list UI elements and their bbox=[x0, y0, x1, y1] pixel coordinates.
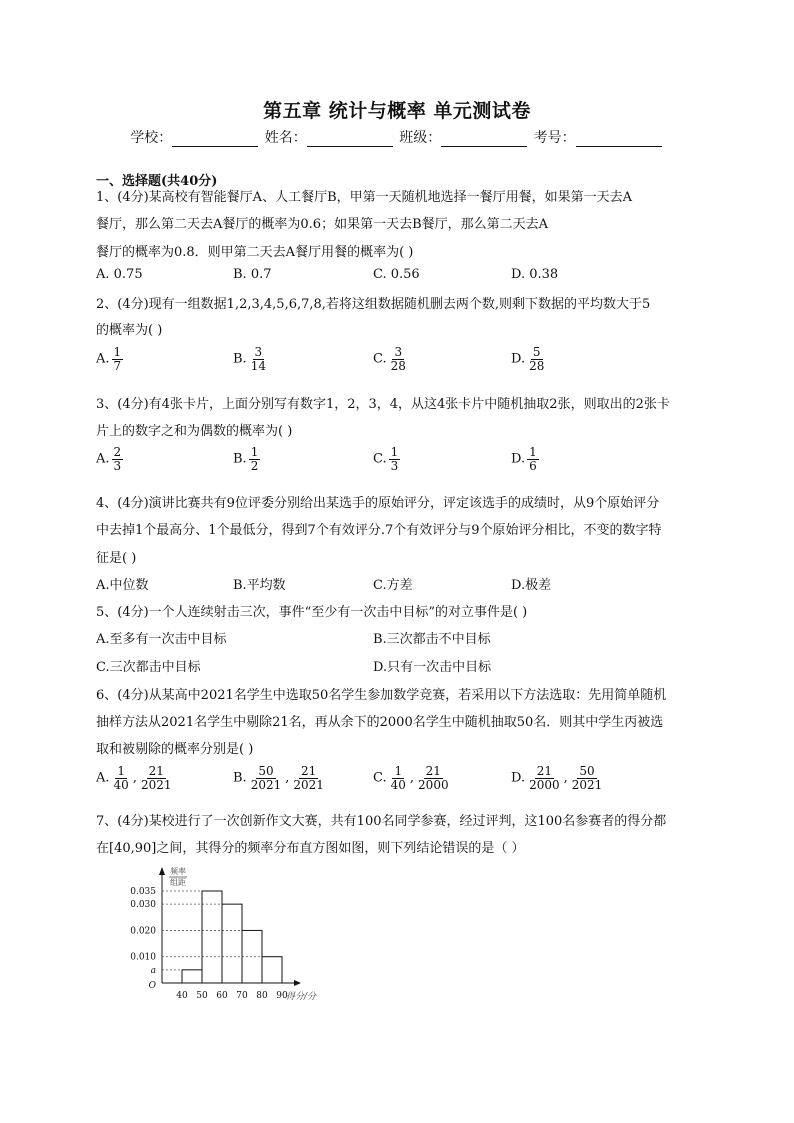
q1-line1: 1、(4分)某高校有智能餐厅A、人工餐厅B，甲第一天随机地选择一餐厅用餐，如果第一天去A bbox=[96, 190, 633, 205]
q4-line2: 中去掉1个最高分、1个最低分，得到7个有效评分.7个有效评分与9个原始评分相比，不变的数字特 bbox=[96, 523, 662, 538]
q6-option-b: B. $\frac{50}{2021}$ , $\frac{21}{2021}$ bbox=[233, 764, 324, 792]
q3-option-c: C. $\frac{1}{3}$ bbox=[373, 445, 399, 473]
q3-line1: 3、(4分)有4张卡片，上面分别写有数字1，2，3，4，从这4张卡片中随机抽取2张，则取出的2张卡 bbox=[96, 397, 670, 412]
y-tick-label-4: a bbox=[150, 965, 156, 976]
exam-no-blank bbox=[576, 132, 662, 147]
q2-option-c: C. $\frac{3}{28}$ bbox=[373, 345, 406, 373]
name-blank bbox=[307, 132, 393, 147]
y-tick-label-3: 0.010 bbox=[130, 952, 156, 963]
histogram-bar-4 bbox=[262, 957, 282, 983]
q5-line1: 5、(4分)一个人连续射击三次，事件“至少有一次击中目标”的对立事件是( ) bbox=[96, 605, 528, 620]
q1-option-d: D. 0.38 bbox=[511, 267, 559, 282]
x-tick-label-3: 70 bbox=[236, 991, 248, 1001]
x-axis-arrow bbox=[294, 980, 301, 986]
q6-line3: 取和被剔除的概率分别是( ) bbox=[96, 742, 254, 757]
q1-option-a: A. 0.75 bbox=[96, 267, 143, 282]
q4-line3: 征是( ) bbox=[96, 551, 137, 566]
q6-option-d: D. $\frac{21}{2000}$ , $\frac{50}{2021}$ bbox=[511, 764, 603, 792]
q6-line2: 抽样方法从2021名学生中剔除21名，再从余下的2000名学生中随机抽取50名．则其中学生丙被选 bbox=[96, 715, 664, 730]
q5-option-d: D.只有一次击中目标 bbox=[373, 660, 492, 675]
histogram-bar-2 bbox=[222, 904, 242, 983]
q3-line2: 片上的数字之和为偶数的概率为( ) bbox=[96, 424, 293, 439]
q3-option-d: D. $\frac{1}{6}$ bbox=[511, 445, 537, 473]
name-label: 姓名： bbox=[264, 130, 307, 146]
q2-option-d: D. $\frac{5}{28}$ bbox=[511, 345, 545, 373]
origin-label: O bbox=[148, 981, 156, 991]
class-blank bbox=[441, 132, 527, 147]
q4-line1: 4、(4分)演讲比赛共有9位评委分别给出某选手的原始评分，评定该选手的成绩时，从9个原始评分 bbox=[96, 496, 660, 511]
q4-option-b: B.平均数 bbox=[233, 578, 286, 593]
q2-option-b: B. $\frac{3}{14}$ bbox=[233, 345, 266, 373]
x-tick-label-5: 90 bbox=[276, 991, 288, 1001]
q5-option-c: C.三次都击中目标 bbox=[96, 660, 201, 675]
y-tick-label-2: 0.020 bbox=[130, 926, 156, 937]
q7-line2: 在[40,90]之间，其得分的频率分布直方图如图，则下列结论错误的是（ ） bbox=[96, 841, 525, 856]
x-tick-label-0: 40 bbox=[176, 991, 188, 1001]
histogram-bar-1 bbox=[202, 891, 222, 983]
class-label: 班级： bbox=[399, 130, 442, 146]
q2-option-a: A. $\frac{1}{7}$ bbox=[96, 345, 122, 373]
school-blank bbox=[172, 132, 258, 147]
school-label: 学校： bbox=[130, 130, 173, 146]
q4-option-d: D.极差 bbox=[511, 578, 552, 593]
y-axis-arrow bbox=[159, 867, 165, 875]
q6-option-c: C. $\frac{1}{40}$ , $\frac{21}{2000}$ bbox=[373, 764, 449, 792]
y-tick-label-0: 0.035 bbox=[130, 887, 156, 897]
page-title: 第五章 统计与概率 单元测试卷 bbox=[263, 100, 531, 122]
histogram-bar-0 bbox=[182, 970, 202, 983]
q3-option-a: A. $\frac{2}{3}$ bbox=[96, 445, 122, 473]
q6-option-a: A. $\frac{1}{40}$ , $\frac{21}{2021}$ bbox=[96, 764, 172, 792]
frequency-histogram bbox=[104, 865, 334, 1007]
y-axis-label-bottom: 组距 bbox=[170, 878, 186, 887]
q1-line3: 餐厅的概率为0.8．则甲第二天去A餐厅用餐的概率为( ) bbox=[96, 245, 414, 260]
q4-option-c: C.方差 bbox=[373, 578, 413, 593]
q6-line1: 6、(4分)从某高中2021名学生中选取50名学生参加数学竞赛，若采用以下方法选取：先用简单随机 bbox=[96, 688, 667, 703]
q5-option-b: B.三次都击不中目标 bbox=[373, 632, 491, 647]
q5-option-a: A.至多有一次击中目标 bbox=[96, 632, 227, 647]
q1-option-b: B. 0.7 bbox=[233, 267, 272, 282]
q3-option-b: B. $\frac{1}{2}$ bbox=[233, 445, 259, 473]
x-tick-label-1: 50 bbox=[196, 991, 208, 1001]
section-heading: 一、选择题(共40分) bbox=[96, 174, 218, 189]
q2-line1: 2、(4分)现有一组数据1,2,3,4,5,6,7,8,若将这组数据随机删去两个数,则剩下数据的平均数大于5 bbox=[96, 297, 651, 312]
q1-line2: 餐厅，那么第二天去A餐厅的概率为0.6；如果第一天去B餐厅，那么第二天去A bbox=[96, 217, 549, 232]
q2-line2: 的概率为( ) bbox=[96, 323, 163, 338]
y-axis-label-top: 频率 bbox=[170, 867, 186, 876]
q7-line1: 7、(4分)某校进行了一次创新作文大赛，共有100名同学参赛，经过评判，这100名参赛者的得分都 bbox=[96, 814, 667, 829]
student-info-line bbox=[0, 127, 794, 147]
q4-option-a: A.中位数 bbox=[96, 578, 149, 593]
y-tick-label-1: 0.030 bbox=[130, 900, 156, 911]
exam-no-label: 考号： bbox=[533, 130, 576, 146]
x-tick-label-2: 60 bbox=[216, 991, 228, 1001]
q1-option-c: C. 0.56 bbox=[373, 267, 420, 282]
x-axis-label: 得分/分 bbox=[286, 992, 317, 1002]
x-tick-label-4: 80 bbox=[256, 991, 268, 1001]
